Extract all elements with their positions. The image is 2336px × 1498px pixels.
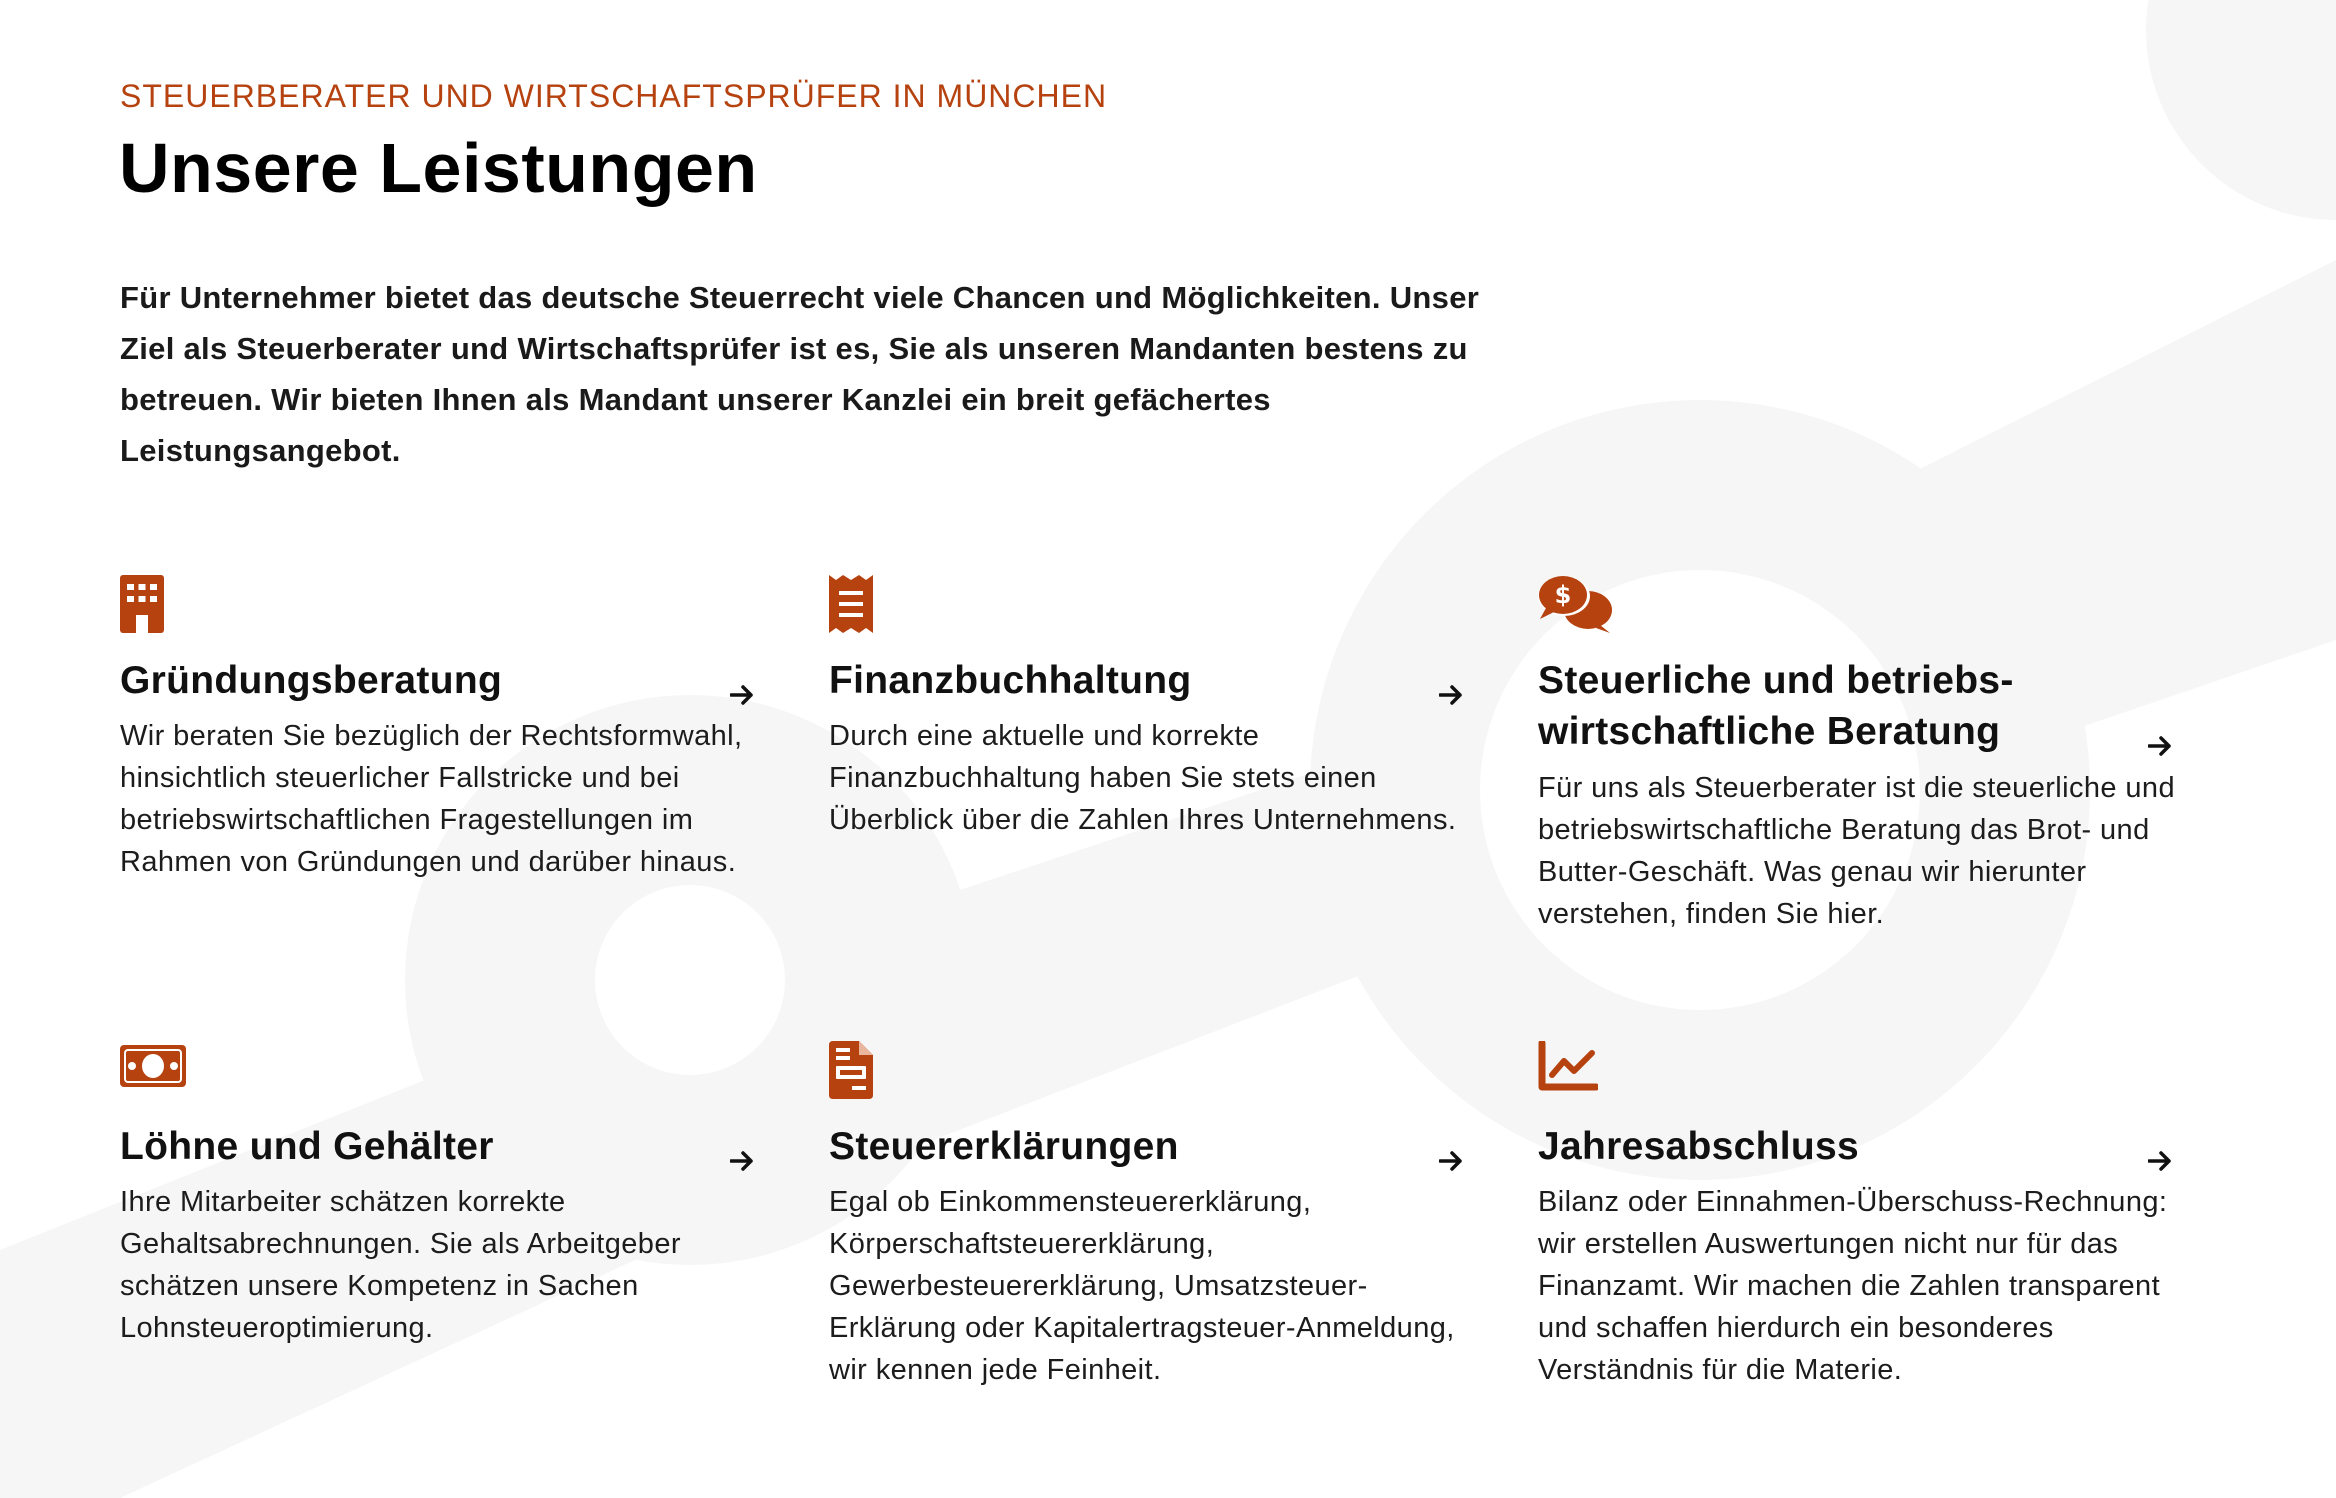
building-icon [120, 575, 200, 637]
service-description: Durch eine aktuelle und korrekte Finanzbuchhaltung haben Sie stets einen Überblick über die Zahlen Ihres Unternehmens. [829, 720, 1457, 836]
service-title: Steuererklärungen [829, 1125, 1179, 1168]
page-title: Unsere Leistungen [119, 129, 758, 207]
service-description: Für uns als Steuerberater ist die steuerliche und betriebswirtschaftliche Beratung das Brot- und Butter-Geschäft. Was genau wir hierunter verstehen, finden Sie hier. [1538, 772, 2175, 930]
money-bill-icon [120, 1041, 200, 1103]
svg-text:$: $ [1554, 581, 1572, 609]
service-description: Ihre Mitarbeiter schätzen korrekte Gehaltsabrechnungen. Sie als Arbeitgeber schätzen unsere Kompetenz in Sachen Lohnsteueroptimierung. [120, 1186, 681, 1344]
service-title: Gründungsberatung [120, 659, 503, 702]
arrow-right-icon[interactable] [2148, 1121, 2178, 1176]
service-description: Wir beraten Sie bezüglich der Rechtsformwahl, hinsichtlich steuerlicher Fallstricke und bei betriebswirtschaftlichen Fragestellungen im Rahmen von Gründungen und darüber hinaus. [120, 720, 743, 878]
service-description: Egal ob Einkommensteuererklärung, Körperschaftsteuererklärung, Gewerbesteuererklärung, Umsatzsteuer-Erklärung oder Kapitalertragsteuer-Anmeldung, wir kennen jede Feinheit. [829, 1186, 1455, 1386]
arrow-right-icon[interactable] [1439, 1121, 1469, 1176]
service-title: Löhne und Gehälter [120, 1125, 494, 1168]
service-title: Jahresabschluss [1538, 1125, 1860, 1168]
arrow-right-icon[interactable] [1439, 655, 1469, 710]
intro-text: Für Unternehmer bietet das deutsche Steuerrecht viele Chancen und Möglichkeiten. Unser Ziel als Steuerberater und Wirtschaftsprüfer ist es, Sie als unseren Mandanten bestens zu betreuen. Wir bieten Ihnen als Mandant unserer Kanzlei ein breit gefächertes Leistungsangebot. [120, 280, 1480, 468]
arrow-right-icon[interactable] [730, 655, 760, 710]
service-description: Bilanz oder Einnahmen-Überschuss-Rechnung: wir erstellen Auswertungen nicht nur für das Finanzamt. Wir machen die Zahlen transparent und schaffen hierdurch ein besonderes Verständnis für die Materie. [1538, 1186, 2168, 1386]
arrow-right-icon[interactable] [2148, 655, 2178, 761]
service-title: Steuerliche und betriebswirtschaftliche Beratung [1538, 659, 2014, 753]
receipt-icon [829, 575, 909, 637]
arrow-right-icon[interactable] [730, 1121, 760, 1176]
comments-dollar-icon [1538, 575, 1618, 637]
chart-line-icon [1538, 1041, 1618, 1103]
page-eyebrow: STEUERBERATER UND WIRTSCHAFTSPRÜFER IN MÜNCHEN [120, 78, 1108, 114]
service-title: Finanzbuchhaltung [829, 659, 1192, 702]
file-invoice-icon [829, 1041, 909, 1103]
